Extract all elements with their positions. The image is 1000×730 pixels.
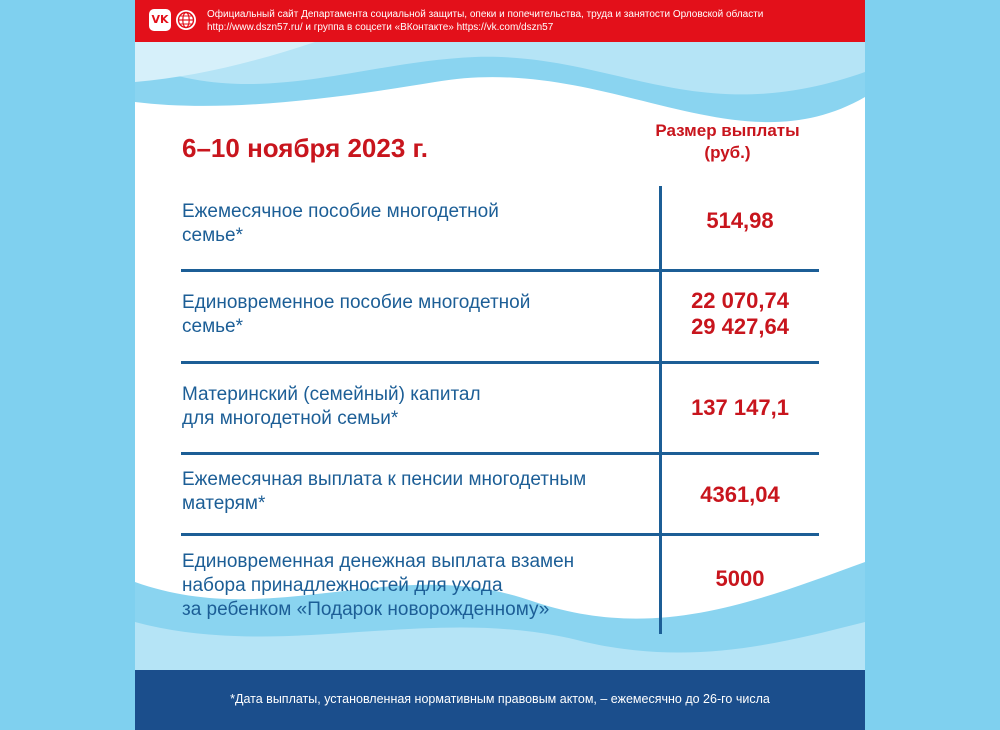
row-value-line: 29 427,64 bbox=[691, 314, 789, 339]
row-label-line: семье* bbox=[182, 225, 243, 246]
row-divider bbox=[181, 269, 819, 272]
globe-icon[interactable] bbox=[175, 9, 197, 31]
header-line-1: Официальный сайт Департамента социальной защиты, опеки и попечительства, труда и занятости Орловской области bbox=[207, 9, 764, 20]
column-divider bbox=[659, 186, 662, 634]
row-label-line: Единовременное пособие многодетной bbox=[182, 292, 531, 313]
row-label-line: Материнский (семейный) капитал bbox=[182, 384, 481, 405]
row-value bbox=[665, 208, 815, 234]
row-label-line: семье* bbox=[182, 316, 243, 337]
header-bar bbox=[135, 0, 865, 42]
vk-icon[interactable]: VK bbox=[149, 9, 171, 31]
social-icons bbox=[149, 9, 197, 31]
row-label bbox=[182, 291, 652, 339]
row-value-line: 22 070,74 bbox=[691, 288, 789, 313]
row-label-line: Ежемесячная выплата к пенсии многодетным bbox=[182, 469, 587, 490]
header-line-2[interactable]: http://www.dszn57.ru/ и группа в соцсети «ВКонтакте» https://vk.com/dszn57 bbox=[207, 22, 554, 33]
row-value bbox=[665, 288, 815, 340]
row-divider bbox=[181, 361, 819, 364]
column-header-line-2: (руб.) bbox=[704, 143, 751, 162]
row-label bbox=[182, 550, 652, 622]
row-value bbox=[665, 482, 815, 508]
row-value-line: 4361,04 bbox=[700, 482, 780, 507]
row-divider bbox=[181, 533, 819, 536]
header-text bbox=[207, 8, 763, 34]
row-label-line: Единовременная денежная выплата взамен bbox=[182, 551, 575, 572]
footnote: *Дата выплаты, установленная нормативным правовым актом, – ежемесячно до 26-го числа bbox=[230, 692, 770, 706]
row-label-line: для многодетной семьи* bbox=[182, 408, 399, 429]
row-value-line: 5000 bbox=[715, 566, 765, 591]
row-value-line: 137 147,1 bbox=[691, 395, 789, 420]
infographic-card bbox=[135, 0, 865, 730]
row-label-line: матерям* bbox=[182, 493, 266, 514]
row-label-line: набора принадлежностей для ухода bbox=[182, 575, 503, 596]
page-title: 6–10 ноября 2023 г. bbox=[182, 133, 428, 163]
row-value-line: 514,98 bbox=[706, 208, 774, 233]
column-header-line-1: Размер выплаты bbox=[655, 121, 800, 140]
row-label bbox=[182, 468, 652, 516]
row-label bbox=[182, 383, 652, 431]
row-label-line: Ежемесячное пособие многодетной bbox=[182, 201, 499, 222]
row-label bbox=[182, 200, 652, 248]
row-value bbox=[665, 566, 815, 592]
row-value bbox=[665, 395, 815, 421]
row-label-line: за ребенком «Подарок новорожденному» bbox=[182, 599, 550, 620]
footer-bar bbox=[135, 670, 865, 730]
column-header-amount bbox=[655, 120, 800, 164]
row-divider bbox=[181, 452, 819, 455]
